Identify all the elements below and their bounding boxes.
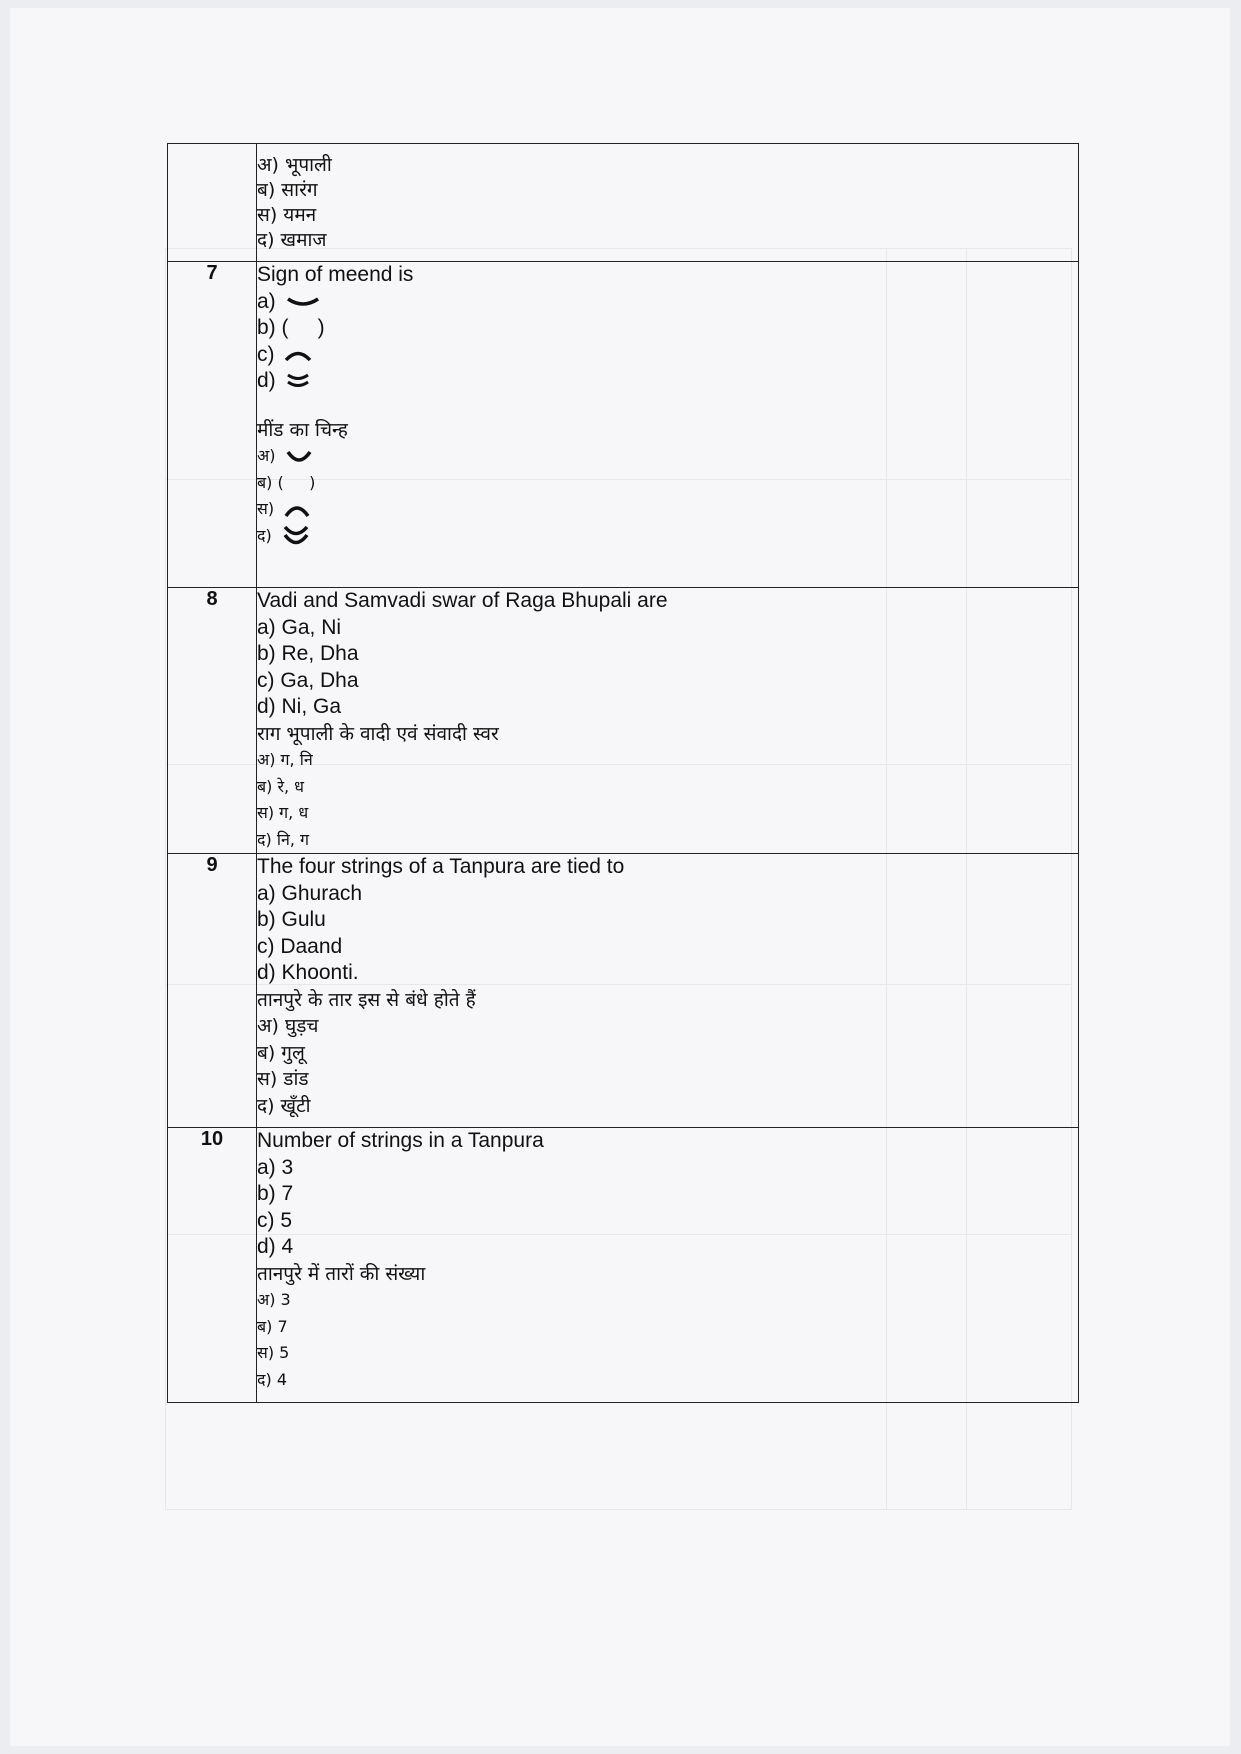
option-hi-d: द) 4 [257, 1369, 288, 1389]
table-row-question-8 [168, 588, 1079, 854]
table-row-question-9 [168, 854, 1079, 1128]
option-en-d: d) Khoonti. [257, 961, 359, 984]
question-number: 9 [168, 854, 257, 1128]
question-text-hi: राग भूपाली के वादी एवं संवादी स्वर [257, 722, 499, 745]
option-en-b: b) Re, Dha [257, 642, 359, 665]
option-hi-b: ब) रे, ध [257, 776, 305, 796]
question-body [257, 588, 1079, 854]
option-hi-d: द) नि, ग [257, 829, 310, 849]
table-row-continuation [168, 144, 1079, 262]
option-hi: द) खमाज [257, 229, 327, 251]
table-row-question-7 [168, 262, 1079, 588]
option-hi: स) यमन [257, 204, 317, 226]
meend-sign-upper-arc-icon [284, 347, 312, 363]
option-en-b: b) 7 [257, 1182, 294, 1205]
question-text-hi: मींड का चिन्ह [257, 418, 348, 441]
option-hi-d: द) खूँटी [257, 1094, 311, 1117]
option-en-b: b) ( ) [257, 316, 325, 339]
option-en-a: a) 3 [257, 1155, 294, 1179]
option-en-c: c) Ga, Dha [257, 668, 359, 692]
question-body [257, 1128, 1079, 1403]
question-number [168, 144, 257, 262]
option-hi-b: ब) ( ) [257, 472, 316, 492]
question-text-en: Sign of meend is [257, 263, 414, 286]
question-body [257, 144, 1079, 262]
question-text-en: The four strings of a Tanpura are tied to [257, 855, 625, 878]
meend-sign-double-arc-icon [281, 524, 311, 548]
question-text-en: Number of strings in a Tanpura [257, 1129, 544, 1152]
question-table [167, 143, 1079, 1403]
option-hi-a: अ) 3 [257, 1290, 291, 1309]
meend-sign-lower-arc-icon [286, 295, 320, 309]
option-en-d: d) 4 [257, 1235, 294, 1258]
option-en-c: c) [257, 342, 1078, 369]
option-en-a: a) Ghurach [257, 881, 363, 905]
question-text-hi: तानपुरे के तार इस से बंधे होते हैं [257, 988, 476, 1011]
option-en-a: a) [257, 289, 1078, 316]
question-number: 7 [168, 262, 257, 588]
option-hi-b: ब) 7 [257, 1316, 288, 1336]
option-en-c: c) Daand [257, 934, 343, 958]
option-en-c: c) 5 [257, 1208, 293, 1232]
option-hi-b: ब) गुलू [257, 1041, 305, 1064]
question-number: 10 [168, 1128, 257, 1403]
option-hi-d: द) [257, 523, 1078, 550]
table-row-question-10 [168, 1128, 1079, 1403]
option-hi-c: स) [257, 496, 1078, 523]
meend-sign-upper-arc-icon [283, 501, 311, 519]
option-hi-a: अ) [257, 443, 1078, 470]
question-body [257, 262, 1079, 588]
question-body [257, 854, 1079, 1128]
question-text-hi: तानपुरे में तारों की संख्या [257, 1262, 426, 1285]
option-en-d: d) Ni, Ga [257, 695, 342, 718]
option-hi-c: स) डांड [257, 1068, 309, 1090]
option-en-d: d) [257, 368, 1078, 395]
option-en-b: b) Gulu [257, 908, 326, 931]
question-text-en: Vadi and Samvadi swar of Raga Bhupali are [257, 589, 668, 612]
meend-sign-double-arc-icon [286, 372, 310, 390]
option-hi: ब) सारंग [257, 179, 318, 201]
option-hi-a: अ) ग, नि [257, 750, 313, 769]
option-hi-a: अ) घुड़च [257, 1015, 319, 1037]
option-hi: अ) भूपाली [257, 154, 332, 176]
meend-sign-lower-arc-icon [285, 448, 313, 466]
option-hi-c: स) ग, ध [257, 803, 309, 822]
option-en-a: a) Ga, Ni [257, 615, 342, 639]
option-hi-c: स) 5 [257, 1343, 290, 1362]
question-number: 8 [168, 588, 257, 854]
